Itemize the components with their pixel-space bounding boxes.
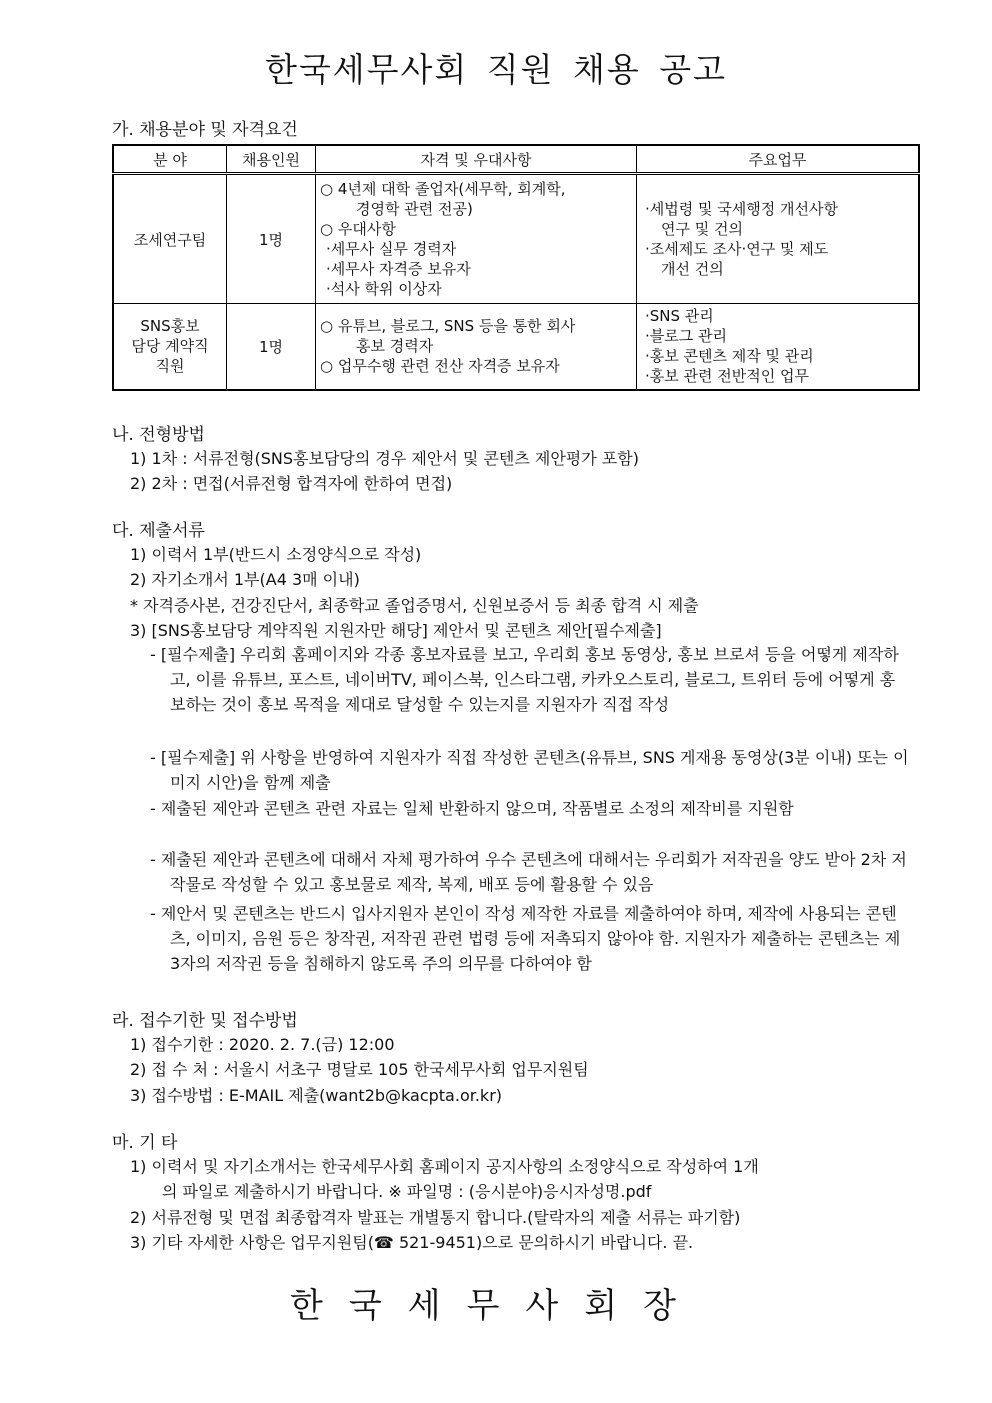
table-row: [113, 304, 919, 390]
row1-field: 조세연구팀: [113, 174, 227, 304]
section-b-item: 2) 2차 : 면접(서류전형 합격자에 한하여 면접): [130, 474, 453, 493]
duty-line: 연구 및 건의: [661, 220, 743, 238]
table-header-row: [113, 145, 919, 174]
qual-line: ·세무사 자격증 보유자: [326, 260, 471, 278]
section-d-item: 1) 접수기한 : 2020. 2. 7.(금) 12:00: [130, 1035, 395, 1054]
qual-line: 홍보 경력자: [356, 337, 434, 356]
qual-line: ·석사 학위 이상자: [326, 280, 442, 298]
duty-line: ·블로그 관리: [645, 327, 727, 346]
field-line: SNS홍보: [140, 317, 200, 336]
section-c-item: 2) 자기소개서 1부(A4 3매 이내): [130, 570, 360, 589]
section-c-note: * 자격증사본, 건강진단서, 최종학교 졸업증명서, 신원보증서 등 최종 합격 시 제출: [130, 596, 699, 615]
section-c-dash-item: - 제출된 제안과 콘텐츠 관련 자료는 일체 반환하지 않으며, 작품별로 소정의 제작비를 지원함: [150, 799, 794, 818]
section-d-item: 2) 접 수 처 : 서울시 서초구 명달로 105 한국세무사회 업무지원팀: [130, 1060, 589, 1079]
section-c-dash-item: - [필수제출] 우리회 홈페이지와 각종 홍보자료를 보고, 우리회 홍보 동영상, 홍보 브로셔 등을 어떻게 제작하고, 이를 유튜브, 포스트, 네이버TV, 페이스북, 인스타그램, 카카오스토리, 블로그, 트위터 등에 어떻게 홍보하는 것이 홍보 목적을 제대로 달성할 수 있는지를 지원자가 직접 작성: [150, 645, 899, 714]
row2-qualifications: [316, 304, 637, 390]
qual-line: ○ 유튜브, 블로그, SNS 등을 통한 회사: [320, 317, 576, 336]
recruitment-table: [112, 144, 920, 391]
section-c-dash-item: - 제안서 및 콘텐츠는 반드시 입사지원자 본인이 작성 제작한 자료를 제출하여야 하며, 제작에 사용되는 콘텐츠, 이미지, 음원 등은 창작권, 저작권 관련 법령 등에 저촉되지 않아야 함. 지원자가 제출하는 콘텐츠는 제3자의 저작권 등을 침해하지 않도록 주의 의무를 다하여야 함: [150, 904, 901, 973]
col-header-count: 채용인원: [227, 145, 316, 174]
row1-qualifications: [316, 174, 637, 304]
col-header-field: 분 야: [113, 145, 227, 174]
duty-line: ·조세제도 조사·연구 및 제도: [645, 240, 829, 258]
closing-signature: 한국세무사회장: [290, 1286, 702, 1326]
qual-line: 경영학 관련 전공): [356, 200, 473, 218]
table-row: [113, 174, 919, 304]
row1-count: 1명: [227, 174, 316, 304]
row1-duties: [637, 174, 920, 304]
field-line: 직원: [155, 357, 185, 376]
col-header-duties: 주요업무: [637, 145, 920, 174]
section-c-item: 3) [SNS홍보담당 계약직원 지원자만 해당] 제안서 및 콘텐츠 제안[필수제출]: [130, 621, 662, 640]
section-d-item: 3) 접수방법 : E-MAIL 제출(want2b@kacpta.or.kr): [130, 1086, 503, 1105]
qual-line: ○ 우대사항: [320, 220, 396, 238]
section-e-item: 2) 서류전형 및 면접 최종합격자 발표는 개별통지 합니다.(탈락자의 제출 서류는 파기함): [130, 1208, 741, 1227]
qual-line: ○ 업무수행 관련 전산 자격증 보유자: [320, 357, 560, 376]
col-header-qualifications: 자격 및 우대사항: [316, 145, 637, 174]
duty-line: ·세법령 및 국세행정 개선사항: [645, 200, 838, 218]
section-c-item: 1) 이력서 1부(반드시 소정양식으로 작성): [130, 545, 422, 564]
section-e-item: 의 파일로 제출하시기 바랍니다. ※ 파일명 : (응시분야)응시자성명.pdf: [162, 1182, 652, 1201]
section-a-heading: 가. 채용분야 및 자격요건: [112, 120, 298, 140]
section-b-heading: 나. 전형방법: [112, 425, 205, 445]
page-title: 한국세무사회 직원 채용 공고: [264, 50, 727, 89]
duty-line: ·홍보 관련 전반적인 업무: [645, 367, 809, 386]
section-d-heading: 라. 접수기한 및 접수방법: [112, 1011, 298, 1031]
duty-line: 개선 건의: [661, 260, 724, 278]
qual-line: ○ 4년제 대학 졸업자(세무학, 회계학,: [320, 180, 566, 198]
row2-count: 1명: [227, 304, 316, 390]
row2-field: [113, 304, 227, 390]
section-e-item: 3) 기타 자세한 사항은 업무지원팀(☎ 521-9451)으로 문의하시기 바랍니다. 끝.: [130, 1233, 694, 1252]
section-e-heading: 마. 기 타: [112, 1133, 178, 1153]
field-line: 담당 계약직: [131, 337, 209, 356]
duty-line: ·홍보 콘텐츠 제작 및 관리: [645, 347, 814, 366]
row2-duties: [637, 304, 920, 390]
duty-line: ·SNS 관리: [645, 307, 714, 326]
section-b-item: 1) 1차 : 서류전형(SNS홍보담당의 경우 제안서 및 콘텐츠 제안평가 포함): [130, 449, 639, 468]
qual-line: ·세무사 실무 경력자: [326, 240, 457, 258]
section-c-dash-item: - 제출된 제안과 콘텐츠에 대해서 자체 평가하여 우수 콘텐츠에 대해서는 우리회가 저작권을 양도 받아 2차 저작물로 작성할 수 있고 홍보물로 제작, 복제, 배포 등에 활용할 수 있음: [150, 850, 907, 894]
section-e-item: 1) 이력서 및 자기소개서는 한국세무사회 홈페이지 공지사항의 소정양식으로 작성하여 1개: [130, 1157, 759, 1176]
section-c-dash-item: - [필수제출] 위 사항을 반영하여 지원자가 직접 작성한 콘텐츠(유튜브, SNS 게재용 동영상(3분 이내) 또는 이미지 시안)을 함께 제출: [150, 748, 909, 792]
section-c-heading: 다. 제출서류: [112, 521, 205, 541]
